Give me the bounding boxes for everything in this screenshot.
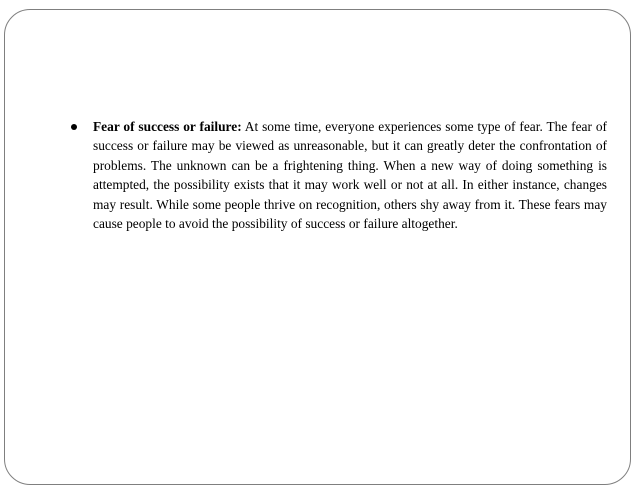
slide-frame: [4, 9, 631, 485]
bullet-item: [71, 117, 607, 233]
bullet-term: Fear of success or failure:: [93, 119, 242, 134]
bullet-body-text: At some time, everyone experiences some type of fear. The fear of success or failure may be viewed as unreasonable, but it can greatly deter the confrontation of problems. The unknown can be a frightening thing. When a new way of doing something is attempted, the possibility exists that it may work well or not at all. In either instance, changes may result. While some people thrive on recognition, others shy away from it. These fears may cause people to avoid the possibility of success or failure altogether.: [93, 119, 607, 232]
bullet-paragraph: [93, 117, 607, 233]
bullet-circle-icon: [71, 124, 77, 130]
